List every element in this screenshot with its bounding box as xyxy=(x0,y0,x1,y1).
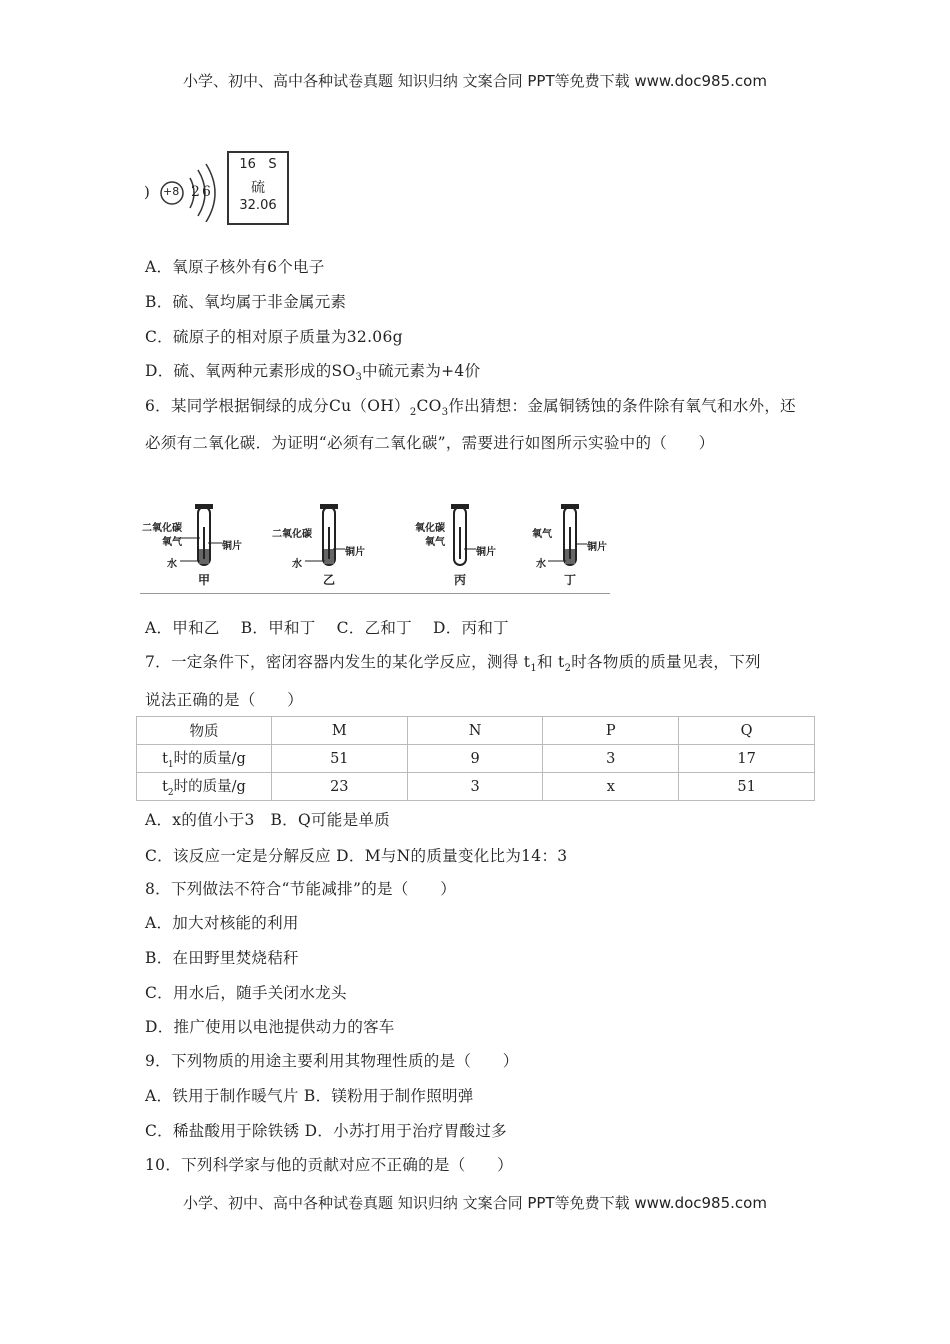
q5-option-d: D．硫、氧两种元素形成的$SO_3$中硫元素为+4价 xyxy=(145,362,481,384)
q8-option-c: C．用水后，随手关闭水龙头 xyxy=(145,984,347,1002)
tube-jia-copper: 铜片 xyxy=(222,541,242,552)
tube-jia-gas-o2: 氧气 xyxy=(162,537,182,548)
atom-structure-diagram xyxy=(140,160,220,222)
atomic-number: 16 xyxy=(239,157,256,172)
table-cell: 51 xyxy=(679,773,815,801)
tube-bing-name: 丙 xyxy=(454,573,467,587)
shell-2-electrons: 6 xyxy=(202,184,211,200)
test-tube-experiment-figure xyxy=(140,497,610,594)
element-symbol: S xyxy=(268,157,277,172)
q6-stem-line1: 6．某同学根据铜绿的成分$Cu(OH)_2CO_3$作出猜想：金属铜锈蚀的条件除有氧气和水外，还 xyxy=(145,397,796,419)
table-row-label: $t_2$时的质量/g xyxy=(137,773,272,801)
sulfur-element-card xyxy=(227,151,289,225)
table-row xyxy=(137,773,815,801)
shell-1-electrons: 2 xyxy=(191,184,200,200)
page-header: 小学、初中、高中各种试卷真题 知识归纳 文案合同 PPT等免费下载 www.doc985.com xyxy=(183,72,767,90)
table-header-row xyxy=(137,717,815,745)
q8-option-b: B．在田野里焚烧秸秆 xyxy=(145,949,299,967)
q7-options-cd: C．该反应一定是分解反应 D．M与N的质量变化比为14：3 xyxy=(145,847,568,865)
table-header-cell: Q xyxy=(679,717,815,745)
diagram-bracket: ) xyxy=(144,183,150,201)
q5-option-c: C．硫原子的相对原子质量为32.06g xyxy=(145,328,403,346)
q9-stem: 9．下列物质的用途主要利用其物理性质的是（ ） xyxy=(145,1052,519,1070)
q7-mass-table xyxy=(136,716,815,801)
table-row xyxy=(137,745,815,773)
q6-stem-line2: 必须有二氧化碳．为证明“必须有二氧化碳”，需要进行如图所示实验中的（ ） xyxy=(145,434,715,452)
q8-stem: 8．下列做法不符合“节能减排”的是（ ） xyxy=(145,880,457,898)
tube-bing-gas-co2: 氧化碳 xyxy=(415,523,445,534)
tube-ding-name: 丁 xyxy=(564,573,577,587)
page-footer: 小学、初中、高中各种试卷真题 知识归纳 文案合同 PPT等免费下载 www.doc985.com xyxy=(183,1194,767,1212)
q7-stem-line1: 7．一定条件下，密闭容器内发生的某化学反应，测得 $t_1$和 $t_2$时各物质的质量见表，下列 xyxy=(145,653,761,675)
q8-option-a: A．加大对核能的利用 xyxy=(145,914,299,932)
q9-options-ab: A．铁用于制作暖气片 B．镁粉用于制作照明弹 xyxy=(145,1087,474,1105)
tube-yi-copper: 铜片 xyxy=(345,547,365,558)
tube-jia-gas-co2: 二氧化碳 xyxy=(142,523,182,534)
table-cell: 9 xyxy=(407,745,543,773)
table-cell: 23 xyxy=(271,773,407,801)
table-cell: 3 xyxy=(407,773,543,801)
q5-option-b: B．硫、氧均属于非金属元素 xyxy=(145,293,347,311)
q6-options: A．甲和乙 B．甲和丁 C．乙和丁 D．丙和丁 xyxy=(145,619,509,637)
q10-stem: 10．下列科学家与他的贡献对应不正确的是（ ） xyxy=(145,1156,513,1174)
table-header-cell: N xyxy=(407,717,543,745)
relative-atomic-mass: 32.06 xyxy=(239,198,277,213)
tube-bing-copper: 铜片 xyxy=(476,547,496,558)
tube-ding-gas-o2: 氧气 xyxy=(532,529,552,540)
table-cell: x xyxy=(543,773,679,801)
q7-options-ab: A．x的值小于3 B．Q可能是单质 xyxy=(145,811,390,829)
q9-options-cd: C．稀盐酸用于除铁锈 D．小苏打用于治疗胃酸过多 xyxy=(145,1122,507,1140)
q8-option-d: D．推广使用以电池提供动力的客车 xyxy=(145,1018,395,1036)
q7-stem-line2: 说法正确的是（ ） xyxy=(145,691,304,709)
tube-ding-water: 水 xyxy=(536,559,546,570)
tube-yi-water: 水 xyxy=(292,559,302,570)
table-header-cell: P xyxy=(543,717,679,745)
tube-bing-gas-o2: 氧气 xyxy=(425,537,445,548)
table-cell: 17 xyxy=(679,745,815,773)
tube-ding-copper: 铜片 xyxy=(587,542,607,553)
nucleus-charge: +8 xyxy=(163,185,180,198)
tube-yi-name: 乙 xyxy=(323,573,336,587)
table-cell: 3 xyxy=(543,745,679,773)
table-cell: 51 xyxy=(271,745,407,773)
table-row-label: $t_1$时的质量/g xyxy=(137,745,272,773)
q5-option-a: A．氧原子核外有6个电子 xyxy=(145,258,325,276)
tube-jia-name: 甲 xyxy=(198,573,211,587)
table-header-cell: 物质 xyxy=(137,717,272,745)
element-name: 硫 xyxy=(251,180,265,196)
tube-yi-gas-co2: 二氧化碳 xyxy=(272,529,312,540)
table-header-cell: M xyxy=(271,717,407,745)
tube-jia-water: 水 xyxy=(167,559,177,570)
